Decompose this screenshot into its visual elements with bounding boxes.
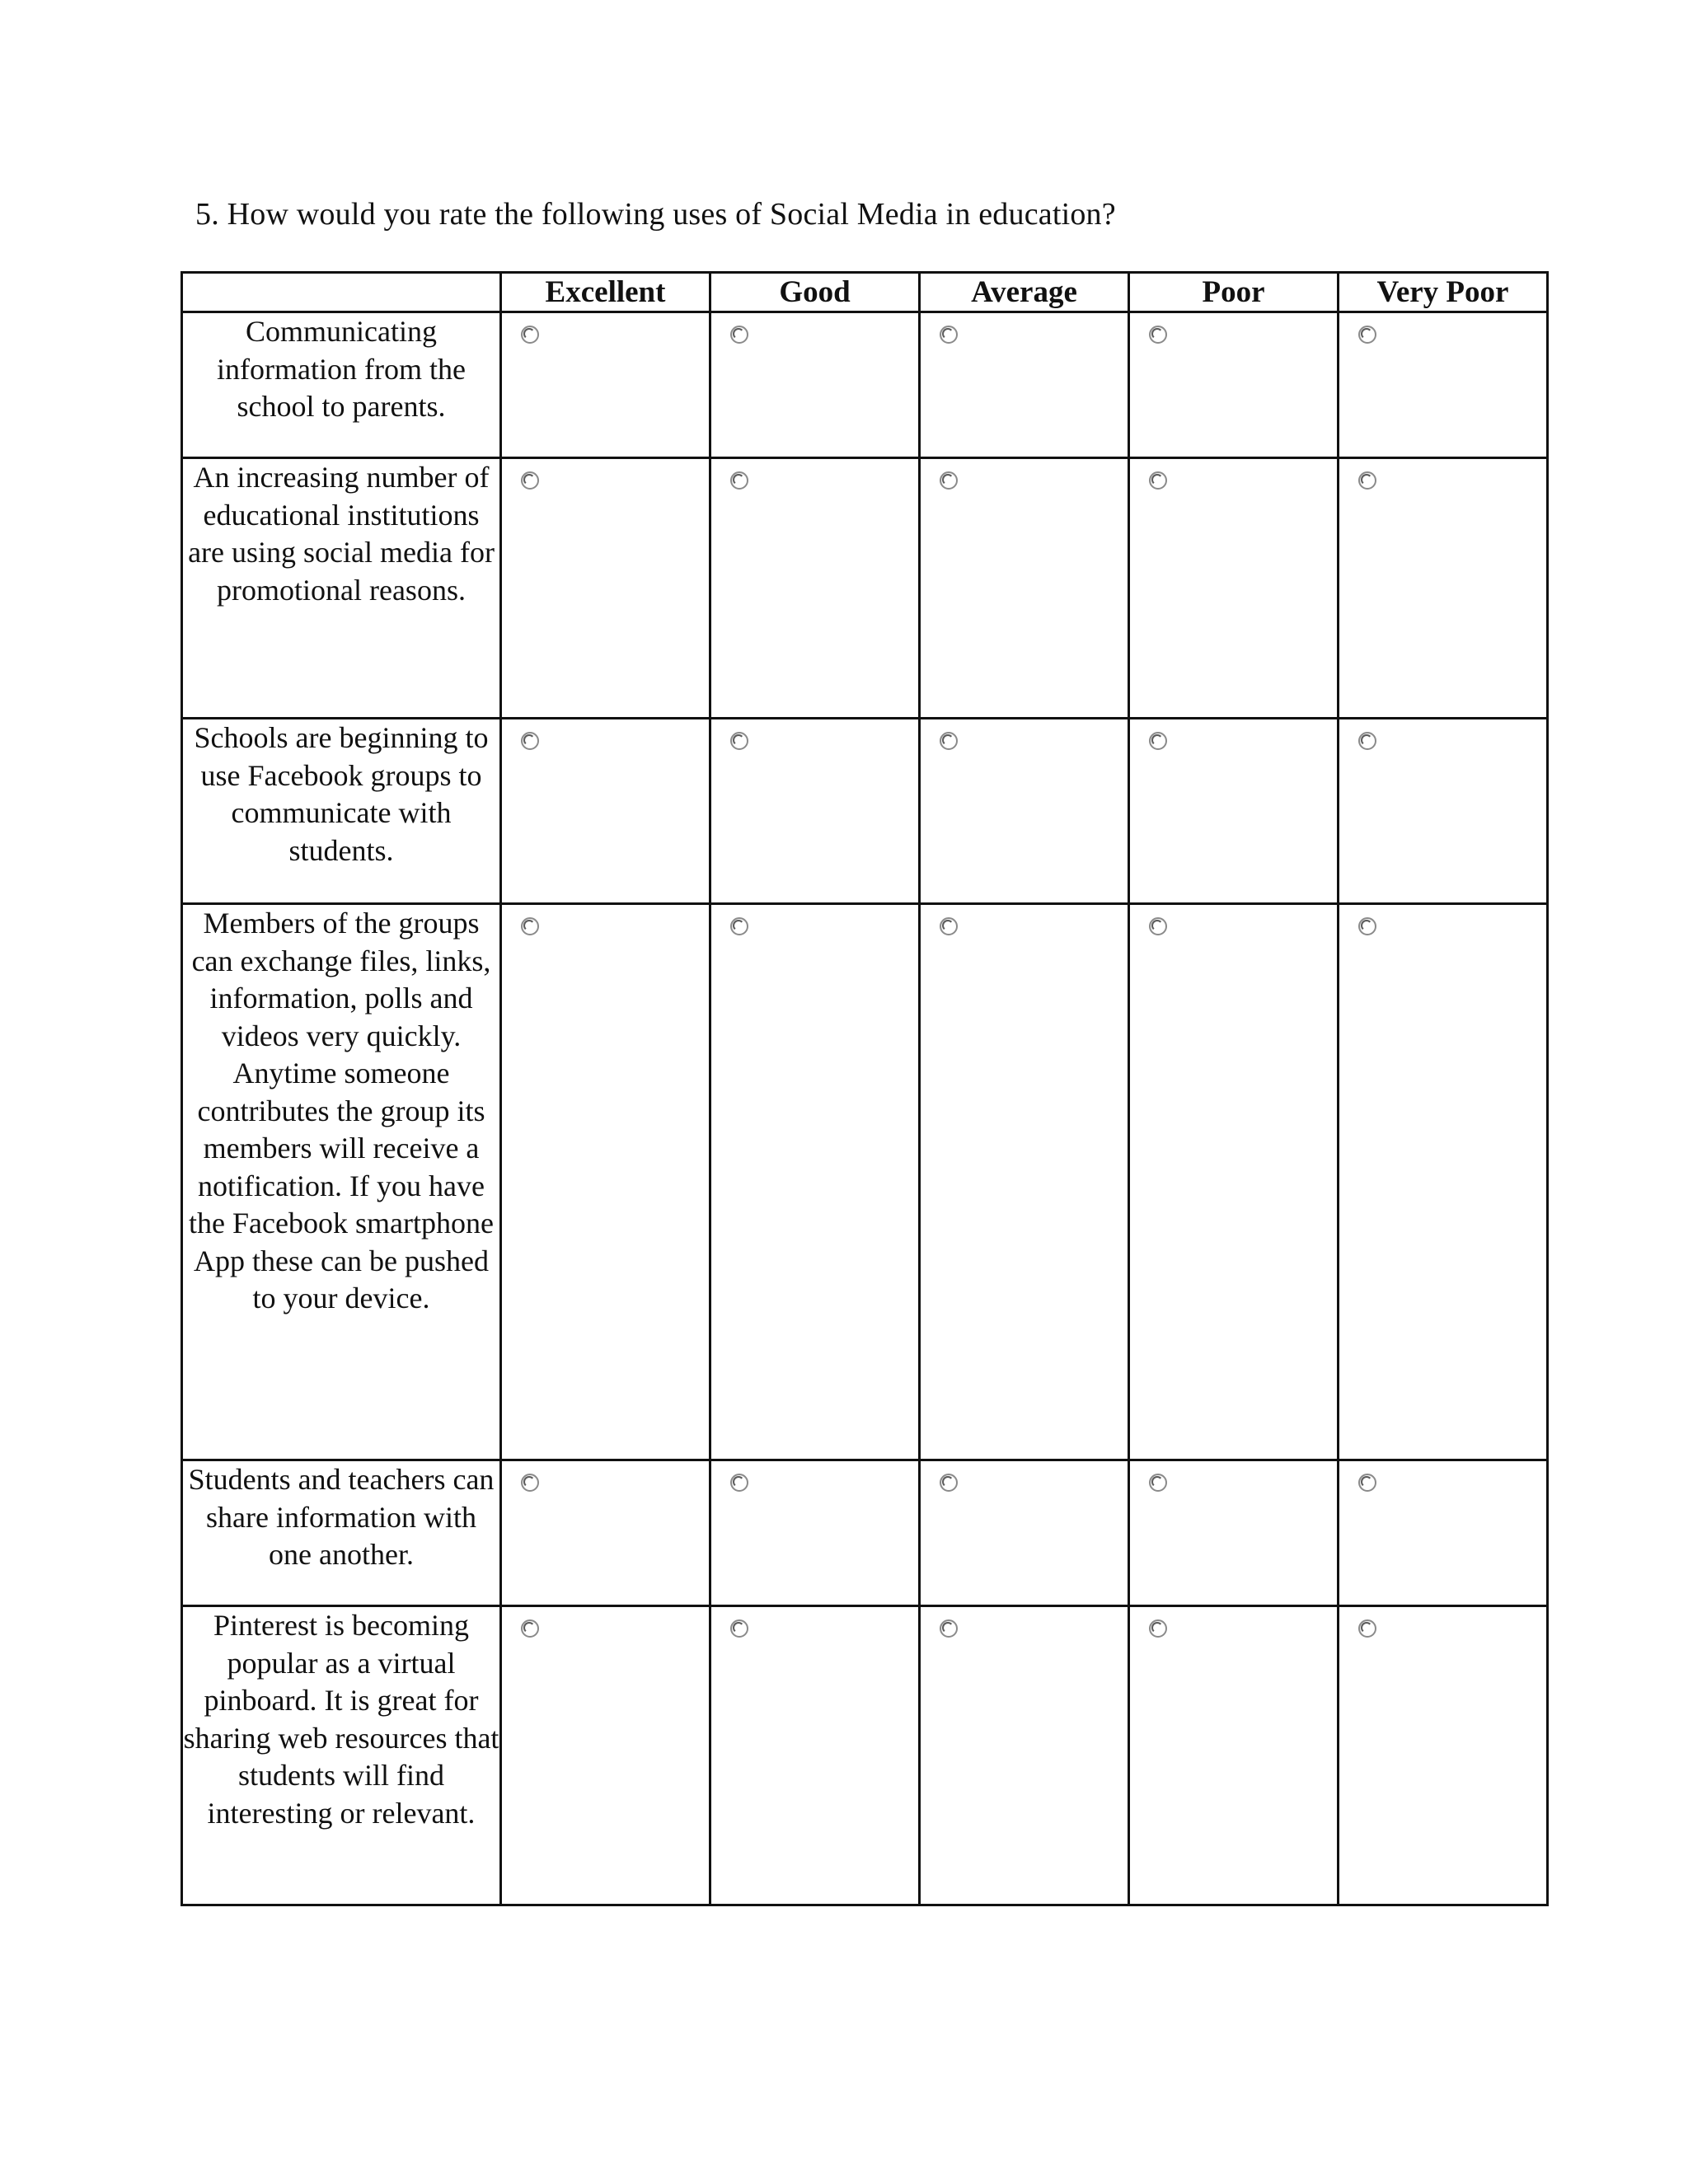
radio-very-poor[interactable] — [1358, 732, 1376, 750]
radio-poor[interactable] — [1149, 471, 1167, 490]
radio-excellent[interactable] — [521, 1474, 539, 1492]
radio-excellent[interactable] — [521, 326, 539, 344]
table-row — [182, 312, 1548, 458]
table-row — [182, 458, 1548, 719]
radio-average[interactable] — [940, 471, 958, 490]
radio-average[interactable] — [940, 917, 958, 935]
header-very-poor: Very Poor — [1339, 273, 1548, 312]
radio-excellent[interactable] — [521, 917, 539, 935]
header-statement-cell — [182, 273, 501, 312]
statement-cell: Schools are beginning to use Facebook groups to communicate with students. — [182, 719, 501, 904]
header-good: Good — [710, 273, 920, 312]
radio-very-poor[interactable] — [1358, 1474, 1376, 1492]
radio-good[interactable] — [730, 471, 748, 490]
radio-very-poor[interactable] — [1358, 326, 1376, 344]
header-excellent: Excellent — [501, 273, 710, 312]
statement-cell: Members of the groups can exchange files, links, information, polls and videos very quickly. Anytime someone contributes the group its members will receive a notification. If you have the Facebook smartphone App these can be pushed to your device. — [182, 904, 501, 1460]
table-row — [182, 1460, 1548, 1606]
header-row — [182, 273, 1548, 312]
question-text: 5. How would you rate the following uses of Social Media in education? — [195, 197, 1116, 232]
radio-good[interactable] — [730, 917, 748, 935]
radio-good[interactable] — [730, 732, 748, 750]
table-row — [182, 1606, 1548, 1905]
radio-excellent[interactable] — [521, 1619, 539, 1638]
radio-very-poor[interactable] — [1358, 917, 1376, 935]
radio-excellent[interactable] — [521, 732, 539, 750]
radio-poor[interactable] — [1149, 1619, 1167, 1638]
header-poor: Poor — [1129, 273, 1339, 312]
table-row — [182, 904, 1548, 1460]
radio-average[interactable] — [940, 1474, 958, 1492]
rating-table — [181, 271, 1549, 1906]
header-average: Average — [920, 273, 1129, 312]
radio-good[interactable] — [730, 326, 748, 344]
radio-very-poor[interactable] — [1358, 1619, 1376, 1638]
radio-average[interactable] — [940, 732, 958, 750]
radio-average[interactable] — [940, 326, 958, 344]
statement-cell: Communicating information from the school to parents. — [182, 312, 501, 458]
statement-cell: An increasing number of educational institutions are using social media for promotional reasons. — [182, 458, 501, 719]
radio-very-poor[interactable] — [1358, 471, 1376, 490]
radio-poor[interactable] — [1149, 1474, 1167, 1492]
statement-cell: Students and teachers can share information with one another. — [182, 1460, 501, 1606]
radio-excellent[interactable] — [521, 471, 539, 490]
radio-poor[interactable] — [1149, 326, 1167, 344]
radio-good[interactable] — [730, 1474, 748, 1492]
radio-poor[interactable] — [1149, 732, 1167, 750]
statement-cell: Pinterest is becoming popular as a virtual pinboard. It is great for sharing web resources that students will find interesting or relevant. — [182, 1606, 501, 1905]
radio-average[interactable] — [940, 1619, 958, 1638]
radio-good[interactable] — [730, 1619, 748, 1638]
radio-poor[interactable] — [1149, 917, 1167, 935]
table-row — [182, 719, 1548, 904]
